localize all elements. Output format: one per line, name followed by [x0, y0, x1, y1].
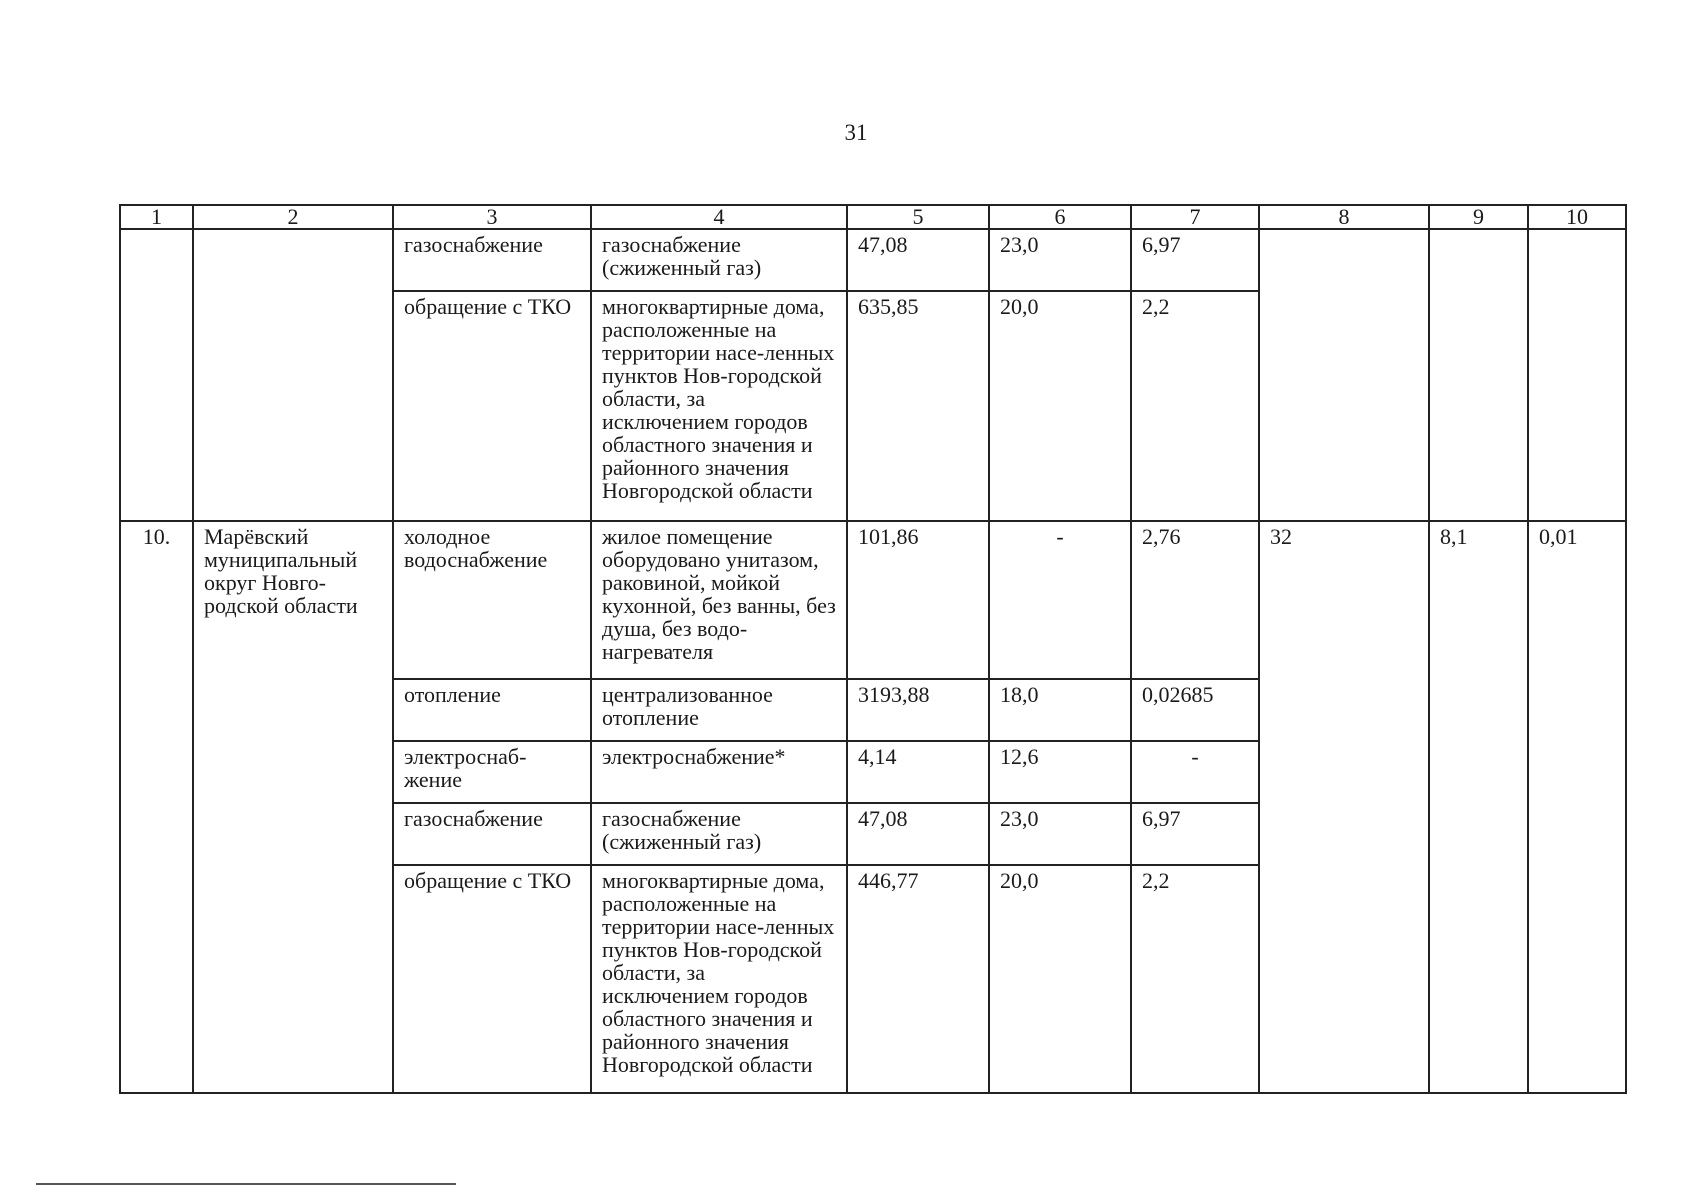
- header-cell: 7: [1131, 205, 1259, 229]
- header-cell: 2: [193, 205, 393, 229]
- value-cell-6: 20,0: [989, 291, 1131, 521]
- value-cell-9: 8,1: [1429, 521, 1528, 1093]
- value-cell-7: 6,97: [1131, 229, 1259, 291]
- header-cell: 4: [591, 205, 847, 229]
- municipality-cell: Марёвский муниципальный округ Новго-родской области: [193, 521, 393, 1093]
- value-cell-8: [1259, 229, 1429, 521]
- number-cell: [120, 229, 193, 521]
- description-cell: многоквартирные дома, расположенные на территории насе-ленных пунктов Нов-городской области, за исключением городов областного значения и районного значения Новгородской области: [591, 865, 847, 1093]
- service-cell: газоснабжение: [393, 229, 591, 291]
- description-cell: жилое помещение оборудовано унитазом, раковиной, мойкой кухонной, без ванны, без душа, без водо-нагревателя: [591, 521, 847, 679]
- value-cell-7: -: [1131, 741, 1259, 803]
- value-cell-9: [1429, 229, 1528, 521]
- table-row: [120, 229, 1626, 291]
- description-cell: централизованное отопление: [591, 679, 847, 741]
- value-cell-6: 23,0: [989, 229, 1131, 291]
- value-cell-6: 18,0: [989, 679, 1131, 741]
- value-cell-5: 4,14: [847, 741, 989, 803]
- header-cell: 10: [1528, 205, 1626, 229]
- service-cell: обращение с ТКО: [393, 865, 591, 1093]
- value-cell-5: 446,77: [847, 865, 989, 1093]
- description-cell: электроснабжение*: [591, 741, 847, 803]
- number-cell: 10.: [120, 521, 193, 1093]
- tariff-table: [119, 204, 1627, 1094]
- value-cell-5: 3193,88: [847, 679, 989, 741]
- municipality-cell: [193, 229, 393, 521]
- value-cell-7: 2,2: [1131, 291, 1259, 521]
- value-cell-6: -: [989, 521, 1131, 679]
- table-row: [120, 521, 1626, 679]
- value-cell-7: 6,97: [1131, 803, 1259, 865]
- service-cell: обращение с ТКО: [393, 291, 591, 521]
- value-cell-7: 0,02685: [1131, 679, 1259, 741]
- value-cell-6: 20,0: [989, 865, 1131, 1093]
- description-cell: многоквартирные дома, расположенные на территории насе-ленных пунктов Нов-городской области, за исключением городов областного значения и районного значения Новгородской области: [591, 291, 847, 521]
- header-cell: 5: [847, 205, 989, 229]
- value-cell-7: 2,76: [1131, 521, 1259, 679]
- header-row: [120, 205, 1626, 229]
- page-number: 31: [844, 120, 868, 145]
- value-cell-7: 2,2: [1131, 865, 1259, 1093]
- value-cell-6: 23,0: [989, 803, 1131, 865]
- service-cell: холодное водоснабжение: [393, 521, 591, 679]
- footnote-rule: [36, 1183, 456, 1185]
- header-cell: 8: [1259, 205, 1429, 229]
- header-cell: 1: [120, 205, 193, 229]
- value-cell-5: 47,08: [847, 229, 989, 291]
- service-cell: отопление: [393, 679, 591, 741]
- value-cell-10: [1528, 229, 1626, 521]
- header-cell: 3: [393, 205, 591, 229]
- description-cell: газоснабжение (сжиженный газ): [591, 803, 847, 865]
- description-cell: газоснабжение (сжиженный газ): [591, 229, 847, 291]
- header-cell: 9: [1429, 205, 1528, 229]
- header-cell: 6: [989, 205, 1131, 229]
- value-cell-5: 635,85: [847, 291, 989, 521]
- value-cell-6: 12,6: [989, 741, 1131, 803]
- service-cell: электроснаб-жение: [393, 741, 591, 803]
- service-cell: газоснабжение: [393, 803, 591, 865]
- value-cell-10: 0,01: [1528, 521, 1626, 1093]
- value-cell-5: 47,08: [847, 803, 989, 865]
- value-cell-8: 32: [1259, 521, 1429, 1093]
- value-cell-5: 101,86: [847, 521, 989, 679]
